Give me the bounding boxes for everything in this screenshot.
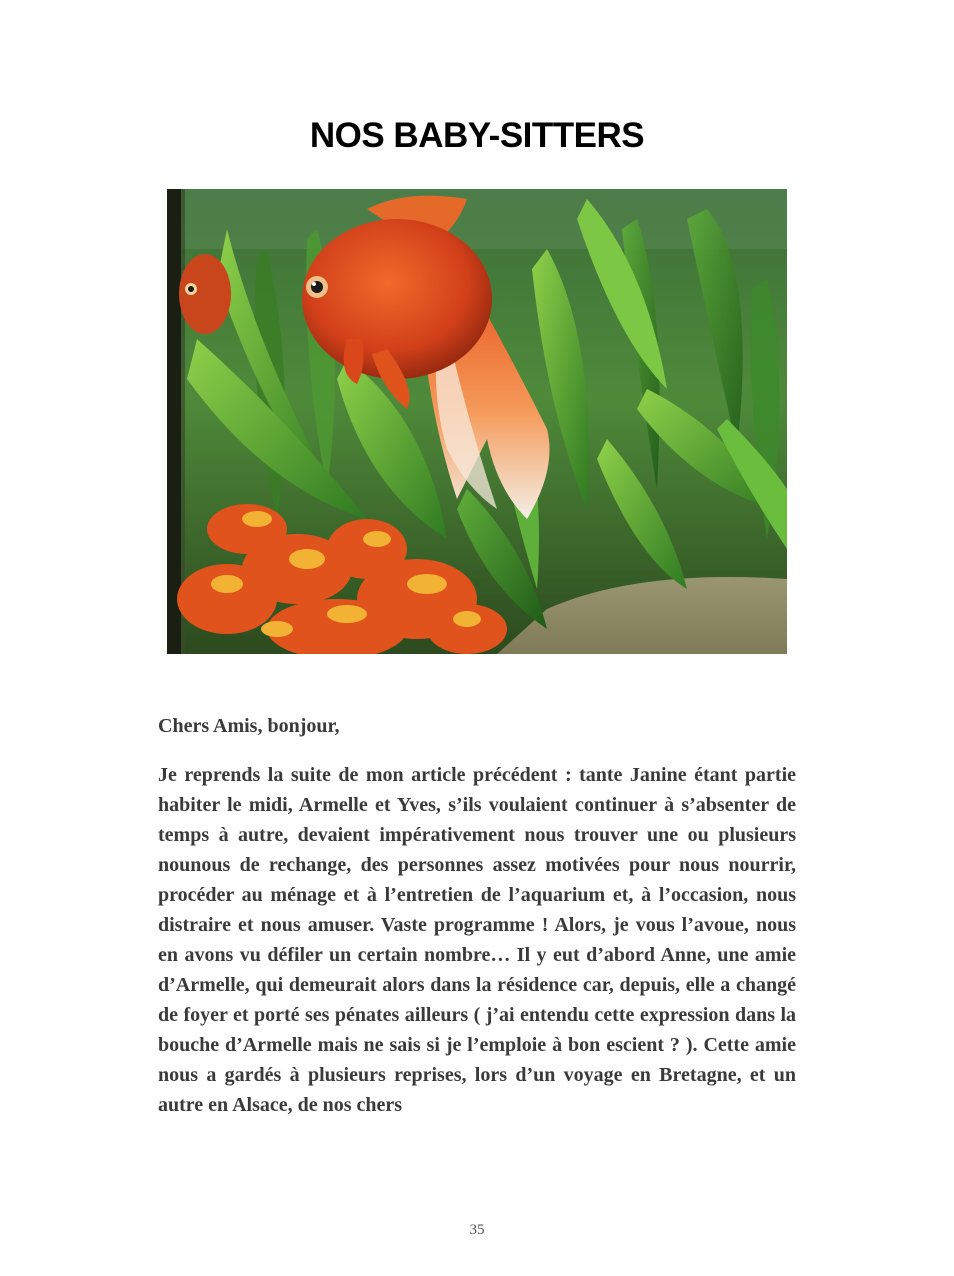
page-number: 35 — [469, 1222, 485, 1238]
goldfish-aquarium-photo — [167, 189, 787, 654]
page-title: NOS BABY-SITTERS — [309, 116, 645, 155]
article-paragraph: Je reprends la suite de mon article précédent : tante Janine étant partie habiter le midi, Armelle et Yves, s’ils voulaient continuer à s’absenter de temps à autre, devaient impérativement nous trouver une ou plusieurs nounous de rechange, des personnes assez motivées pour nous nourrir, procéder au ménage et à l’entretien de l’aquarium et, à l’occasion, nous distraire et nous amuser. Vaste programme ! Alors, je vous l’avoue, nous en avons vu défiler un certain nombre… Il y eut d’abord Anne, une amie d’Armelle, qui demeurait alors dans la résidence car, depuis, elle a changé de foyer et porté ses pénates ailleurs ( j’ai entendu cette expression dans la bouche d’Armelle mais ne sais si je l’emploie à bon escient ? ). Cette amie nous a gardés à plusieurs reprises, lors d’un voyage en Bretagne, et un autre en Alsace, de nos chers — [158, 764, 796, 1116]
greeting: Chers Amis, bonjour, — [158, 715, 340, 737]
